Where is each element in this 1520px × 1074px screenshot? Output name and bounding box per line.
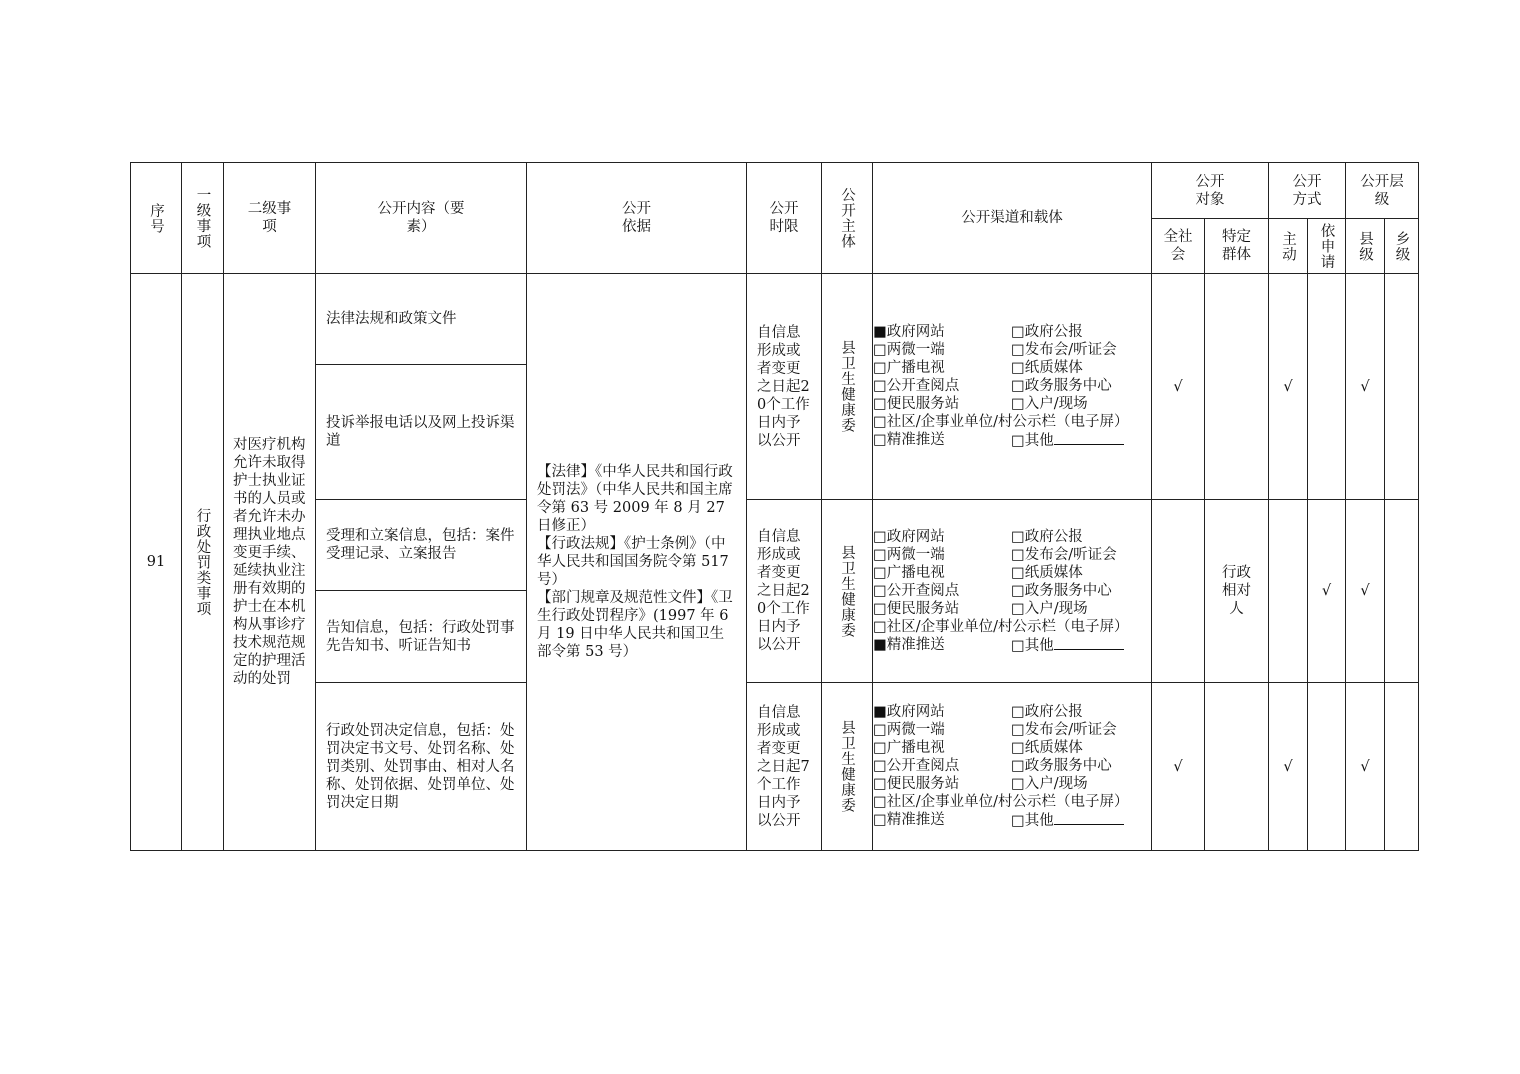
channel-item: □其他 (1011, 637, 1054, 654)
channel-item: □其他 (1011, 433, 1054, 449)
channel-item: □纸质媒体 (1011, 360, 1083, 376)
header-level2: 二级事项 (224, 163, 316, 274)
channel-item: □精准推送 (873, 812, 945, 828)
channel-item: □发布会/听证会 (1011, 722, 1117, 738)
channel-item: □政府公报 (1011, 704, 1083, 720)
blank-underline (1054, 431, 1124, 445)
content-cell: 投诉举报电话以及网上投诉渠道 (316, 365, 527, 500)
channel-item: □广播电视 (873, 360, 945, 376)
channel-item: □两微一端 (873, 342, 945, 358)
row-seq: 91 (131, 274, 182, 851)
header-level-county: 县级 (1346, 219, 1385, 274)
channel-item: □两微一端 (873, 722, 945, 738)
disclosure-table (130, 162, 1419, 851)
check-all: √ (1152, 683, 1205, 851)
row-level1: 行政处罚类事项 (182, 274, 224, 851)
check-request (1308, 274, 1346, 500)
check-specific (1205, 683, 1269, 851)
channel-item: □政府公报 (1011, 528, 1083, 545)
header-mode-active: 主动 (1269, 219, 1308, 274)
header-level-town: 乡级 (1385, 219, 1419, 274)
table-row (131, 500, 1419, 591)
channel-item: □便民服务站 (873, 600, 960, 617)
channel-list (873, 683, 1152, 851)
header-content: 公开内容（要素） (316, 163, 527, 274)
group-time: 自信息形成或者变更之日起20个工作日内予以公开 (747, 274, 822, 500)
channel-item: ■政府网站 (873, 324, 945, 340)
row-basis: 【法律】《中华人民共和国行政处罚法》（中华人民共和国主席令第 63 号 2009 年 8 月 27 日修正） 【行政法规】《护士条例》（中华人民共和国国务院令第 517 号） 【部门规章及规范性文件】《卫生行政处罚程序》(1997 年 6 月 19 日中华人民共和国卫生部令第 53 号） (527, 274, 747, 851)
header-time: 公开时限 (747, 163, 822, 274)
content-cell: 法律法规和政策文件 (316, 274, 527, 365)
check-county: √ (1346, 274, 1385, 500)
channel-item: □公开查阅点 (873, 582, 960, 599)
channel-item: □入户/现场 (1011, 776, 1088, 792)
check-all (1152, 500, 1205, 683)
row-level2: 对医疗机构允许未取得护士执业证书的人员或者允许未办理执业地点变更手续、延续执业注册有效期的护士在本机构从事诊疗技术规范规定的护理活动的处罚 (224, 274, 316, 851)
header-target-all: 全社会 (1152, 219, 1205, 274)
header-channel: 公开渠道和载体 (873, 163, 1152, 274)
check-request (1308, 683, 1346, 851)
check-active: √ (1269, 274, 1308, 500)
check-county: √ (1346, 683, 1385, 851)
header-mode: 公开方式 (1269, 163, 1346, 219)
check-town (1385, 274, 1419, 500)
header-subject: 公开主体 (822, 163, 873, 274)
channel-item: □广播电视 (873, 740, 945, 756)
group-subject: 县卫生健康委 (822, 500, 873, 683)
header-level1: 一级事项 (182, 163, 224, 274)
blank-underline (1054, 811, 1124, 825)
channel-item: □纸质媒体 (1011, 740, 1083, 756)
channel-item: □精准推送 (873, 432, 945, 448)
channel-item: ■精准推送 (873, 636, 945, 653)
table-row (131, 683, 1419, 851)
channel-item: □发布会/听证会 (1011, 342, 1117, 358)
channel-item: □社区/企事业单位/村公示栏（电子屏） (873, 414, 1129, 430)
check-county: √ (1346, 500, 1385, 683)
channel-list (873, 500, 1152, 683)
header-level: 公开层级 (1346, 163, 1419, 219)
check-town (1385, 500, 1419, 683)
channel-item: □政务服务中心 (1011, 378, 1112, 394)
channel-item: □政府公报 (1011, 324, 1083, 340)
channel-item: □两微一端 (873, 546, 945, 563)
channel-item: □社区/企事业单位/村公示栏（电子屏） (873, 618, 1129, 635)
table-row (131, 274, 1419, 365)
group-time: 自信息形成或者变更之日起20个工作日内予以公开 (747, 500, 822, 683)
group-time: 自信息形成或者变更之日起7个工作日内予以公开 (747, 683, 822, 851)
channel-item: □入户/现场 (1011, 600, 1088, 617)
channel-item: □政务服务中心 (1011, 758, 1112, 774)
group-subject: 县卫生健康委 (822, 274, 873, 500)
header-seq: 序号 (131, 163, 182, 274)
content-cell: 受理和立案信息，包括：案件受理记录、立案报告 (316, 500, 527, 591)
check-all: √ (1152, 274, 1205, 500)
blank-underline (1054, 636, 1124, 650)
channel-item: □公开查阅点 (873, 758, 960, 774)
check-town (1385, 683, 1419, 851)
header-target: 公开对象 (1152, 163, 1269, 219)
check-active (1269, 500, 1308, 683)
check-active: √ (1269, 683, 1308, 851)
channel-item: □广播电视 (873, 564, 945, 581)
content-cell: 行政处罚决定信息，包括：处罚决定书文号、处罚名称、处罚类别、处罚事由、相对人名称、处罚依据、处罚单位、处罚决定日期 (316, 683, 527, 851)
channel-item: ■政府网站 (873, 704, 945, 720)
check-specific: 行政相对人 (1205, 500, 1269, 683)
header-target-specific: 特定群体 (1205, 219, 1269, 274)
channel-item: □纸质媒体 (1011, 564, 1083, 581)
channel-list (873, 274, 1152, 500)
channel-item: □政务服务中心 (1011, 582, 1112, 599)
content-cell: 告知信息，包括：行政处罚事先告知书、听证告知书 (316, 591, 527, 683)
header-row-1 (131, 163, 1419, 219)
channel-item: □入户/现场 (1011, 396, 1088, 412)
channel-item: □发布会/听证会 (1011, 546, 1117, 563)
channel-item: □政府网站 (873, 528, 945, 545)
header-mode-request: 依申请 (1308, 219, 1346, 274)
channel-item: □便民服务站 (873, 776, 960, 792)
channel-item: □便民服务站 (873, 396, 960, 412)
group-subject: 县卫生健康委 (822, 683, 873, 851)
header-basis: 公开依据 (527, 163, 747, 274)
check-specific (1205, 274, 1269, 500)
channel-item: □其他 (1011, 813, 1054, 829)
check-request: √ (1308, 500, 1346, 683)
channel-item: □社区/企事业单位/村公示栏（电子屏） (873, 794, 1129, 810)
channel-item: □公开查阅点 (873, 378, 960, 394)
